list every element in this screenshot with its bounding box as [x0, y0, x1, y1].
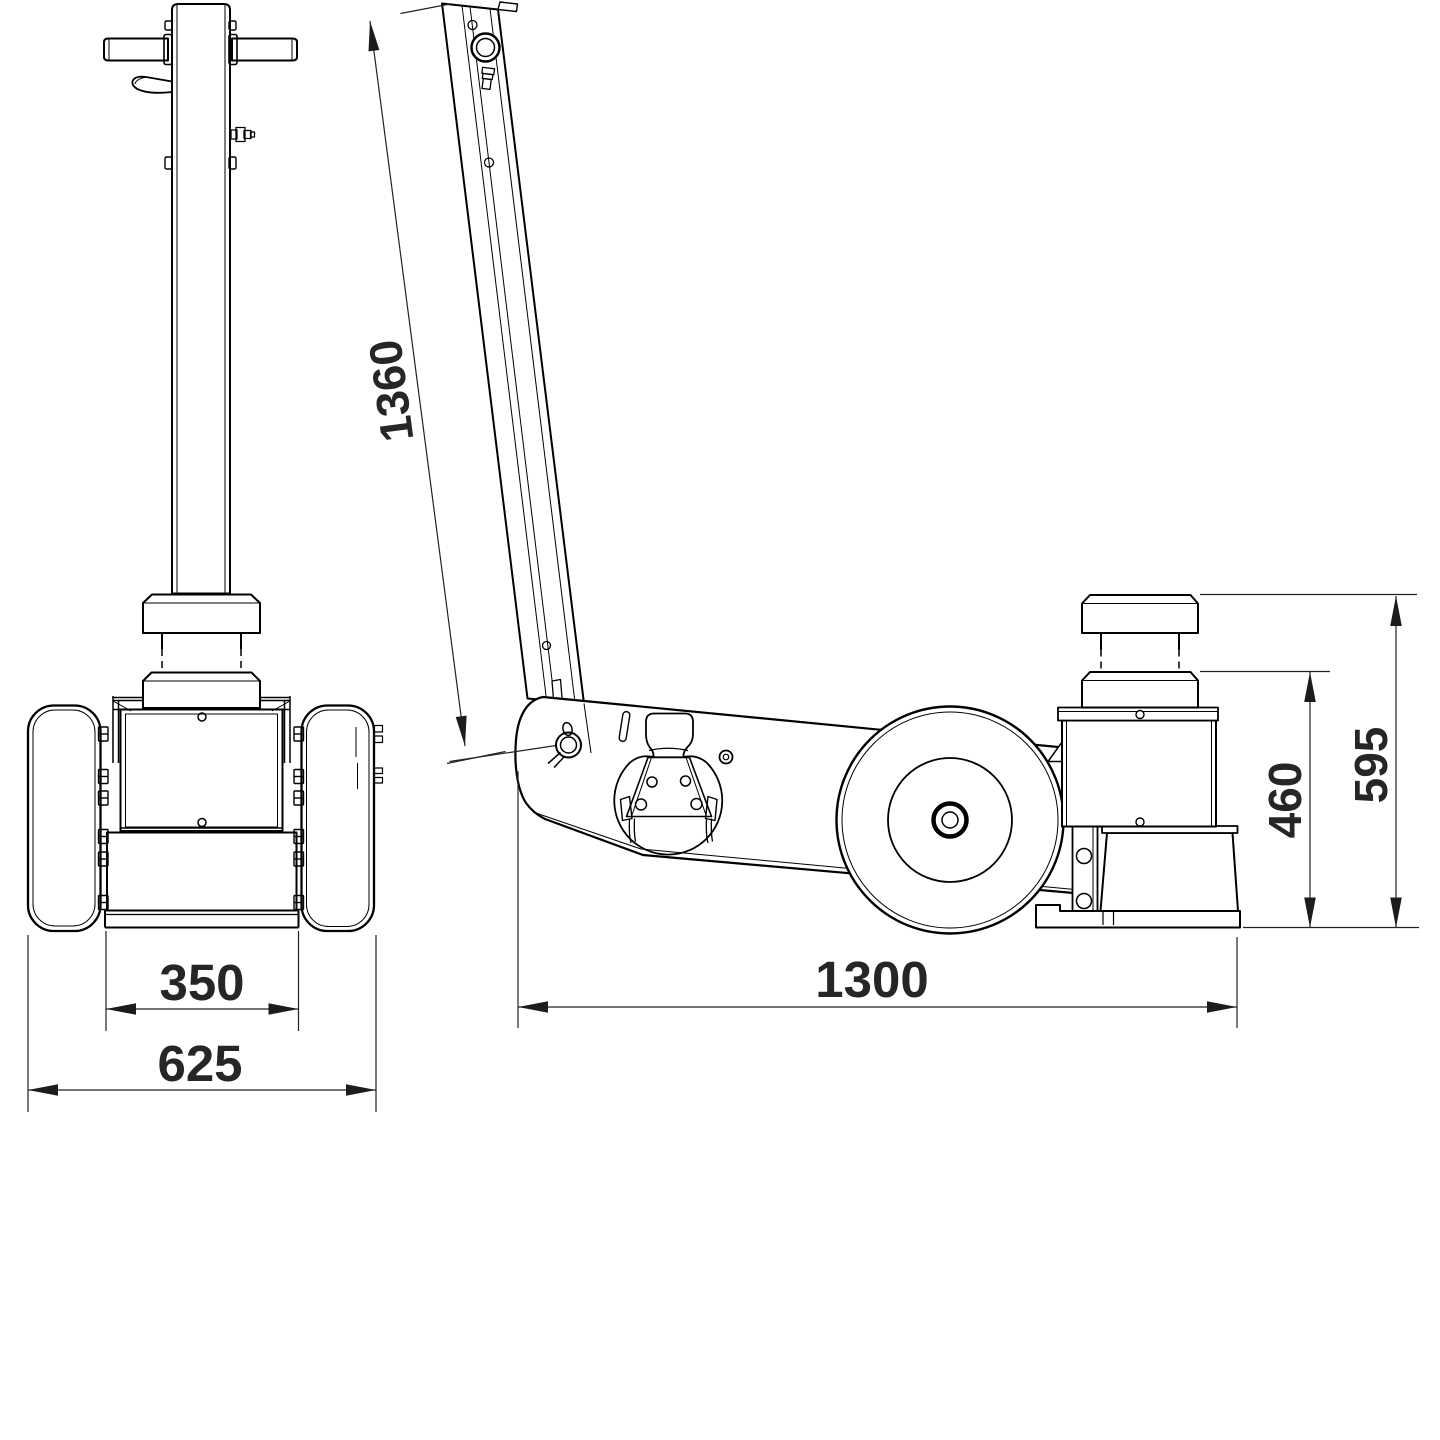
- overall-width-dim-label: 625: [157, 1035, 243, 1092]
- operating-handle: [442, 2, 584, 712]
- handle-length-dim-label: 1360: [358, 336, 424, 445]
- chassis-length-dim-label: 1300: [815, 951, 929, 1008]
- front-upper-saddle: [143, 595, 260, 634]
- front-lower-saddle: [143, 673, 260, 709]
- side-view: [442, 2, 1240, 934]
- cylinder-skirt: [1101, 833, 1239, 911]
- handle-grip-end: [472, 34, 500, 62]
- dim-track-width: [106, 931, 299, 1031]
- height-collapsed-dim-label: 460: [1259, 761, 1311, 839]
- lift-post: [165, 4, 236, 594]
- side-upper-saddle: [1082, 595, 1198, 633]
- front-right-tire: [302, 706, 383, 932]
- chassis-front: [105, 696, 299, 928]
- cylinder-body: [1062, 721, 1216, 827]
- front-left-tire: [28, 706, 101, 932]
- front-view: [28, 4, 383, 931]
- height-extended-dim-label: 595: [1345, 726, 1397, 804]
- axle-clips: [375, 726, 383, 784]
- side-lower-saddle: [1082, 672, 1198, 708]
- dimension-annotations: [28, 4, 1419, 1112]
- track-width-dim-label: 350: [159, 954, 245, 1011]
- air-fitting: [231, 128, 255, 142]
- handlebar: [104, 35, 297, 65]
- side-piston: [1101, 633, 1179, 669]
- side-wheel: [837, 707, 1064, 934]
- release-lever: [132, 77, 172, 93]
- wheel-hub: [934, 804, 967, 837]
- front-piston: [162, 633, 241, 669]
